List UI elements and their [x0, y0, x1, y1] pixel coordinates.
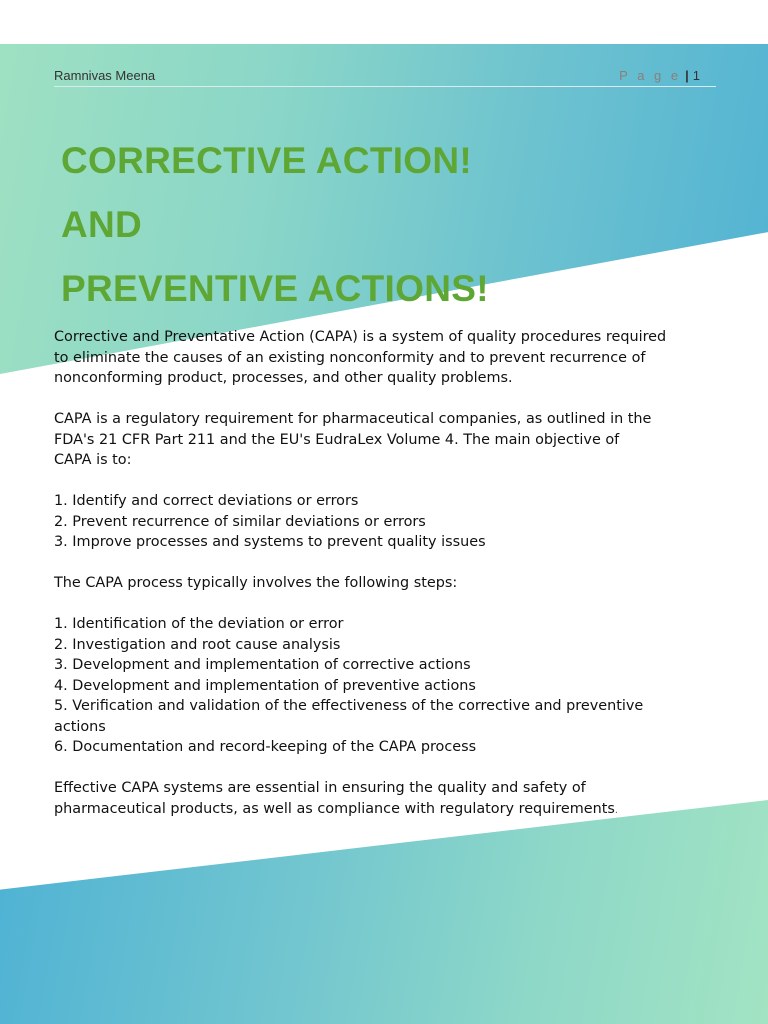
intro-line: to eliminate the causes of an existing nonconformity and to prevent recurrence of: [54, 349, 646, 366]
header-divider: [54, 86, 716, 87]
header-author: Ramnivas Meena: [54, 68, 156, 83]
bottom-gradient-band: [0, 800, 768, 1024]
page-number: 1: [692, 68, 700, 83]
steps-intro: The CAPA process typically involves the following steps:: [54, 575, 458, 591]
step-item: 1. Identification of the deviation or error: [54, 616, 344, 632]
regulatory-line: CAPA is to:: [54, 452, 132, 468]
conclusion-line-last: [54, 799, 726, 821]
step-item: 5. Verification and validation of the effectiveness of the corrective and preventive: [54, 698, 644, 714]
conclusion-period: .: [614, 803, 618, 816]
page-label: P a g e: [619, 68, 682, 83]
page-number-indicator: [619, 68, 700, 83]
objective-item: 1. Identify and correct deviations or errors: [54, 493, 359, 509]
page-separator: |: [685, 68, 689, 83]
step-item: 4. Development and implementation of preventive actions: [54, 677, 476, 694]
intro-line: Corrective and Preventative Action (CAPA) is a system of quality procedures required: [54, 329, 667, 345]
regulatory-line: CAPA is a regulatory requirement for pharmaceutical companies, as outlined in the: [54, 411, 652, 427]
objective-item: 3. Improve processes and systems to prevent quality issues: [54, 534, 486, 550]
objective-item: 2. Prevent recurrence of similar deviations or errors: [54, 513, 426, 530]
intro-line: nonconforming product, processes, and other quality problems.: [54, 370, 513, 386]
document-body: [54, 327, 726, 820]
step-item: actions: [54, 718, 106, 735]
regulatory-line: FDA's 21 CFR Part 211 and the EU's EudraLex Volume 4. The main objective of: [54, 431, 620, 448]
step-item: 6. Documentation and record-keeping of the CAPA process: [54, 739, 477, 755]
step-item: 2. Investigation and root cause analysis: [54, 636, 341, 653]
title-line-3: PREVENTIVE ACTIONS!: [61, 268, 489, 309]
step-item: 3. Development and implementation of corrective actions: [54, 657, 471, 673]
title-line-1: CORRECTIVE ACTION!: [61, 140, 473, 181]
conclusion-line: Effective CAPA systems are essential in ensuring the quality and safety of: [54, 780, 586, 796]
title-line-2: AND: [61, 204, 143, 245]
conclusion-text: pharmaceutical products, as well as compliance with regulatory requirements: [54, 800, 615, 817]
